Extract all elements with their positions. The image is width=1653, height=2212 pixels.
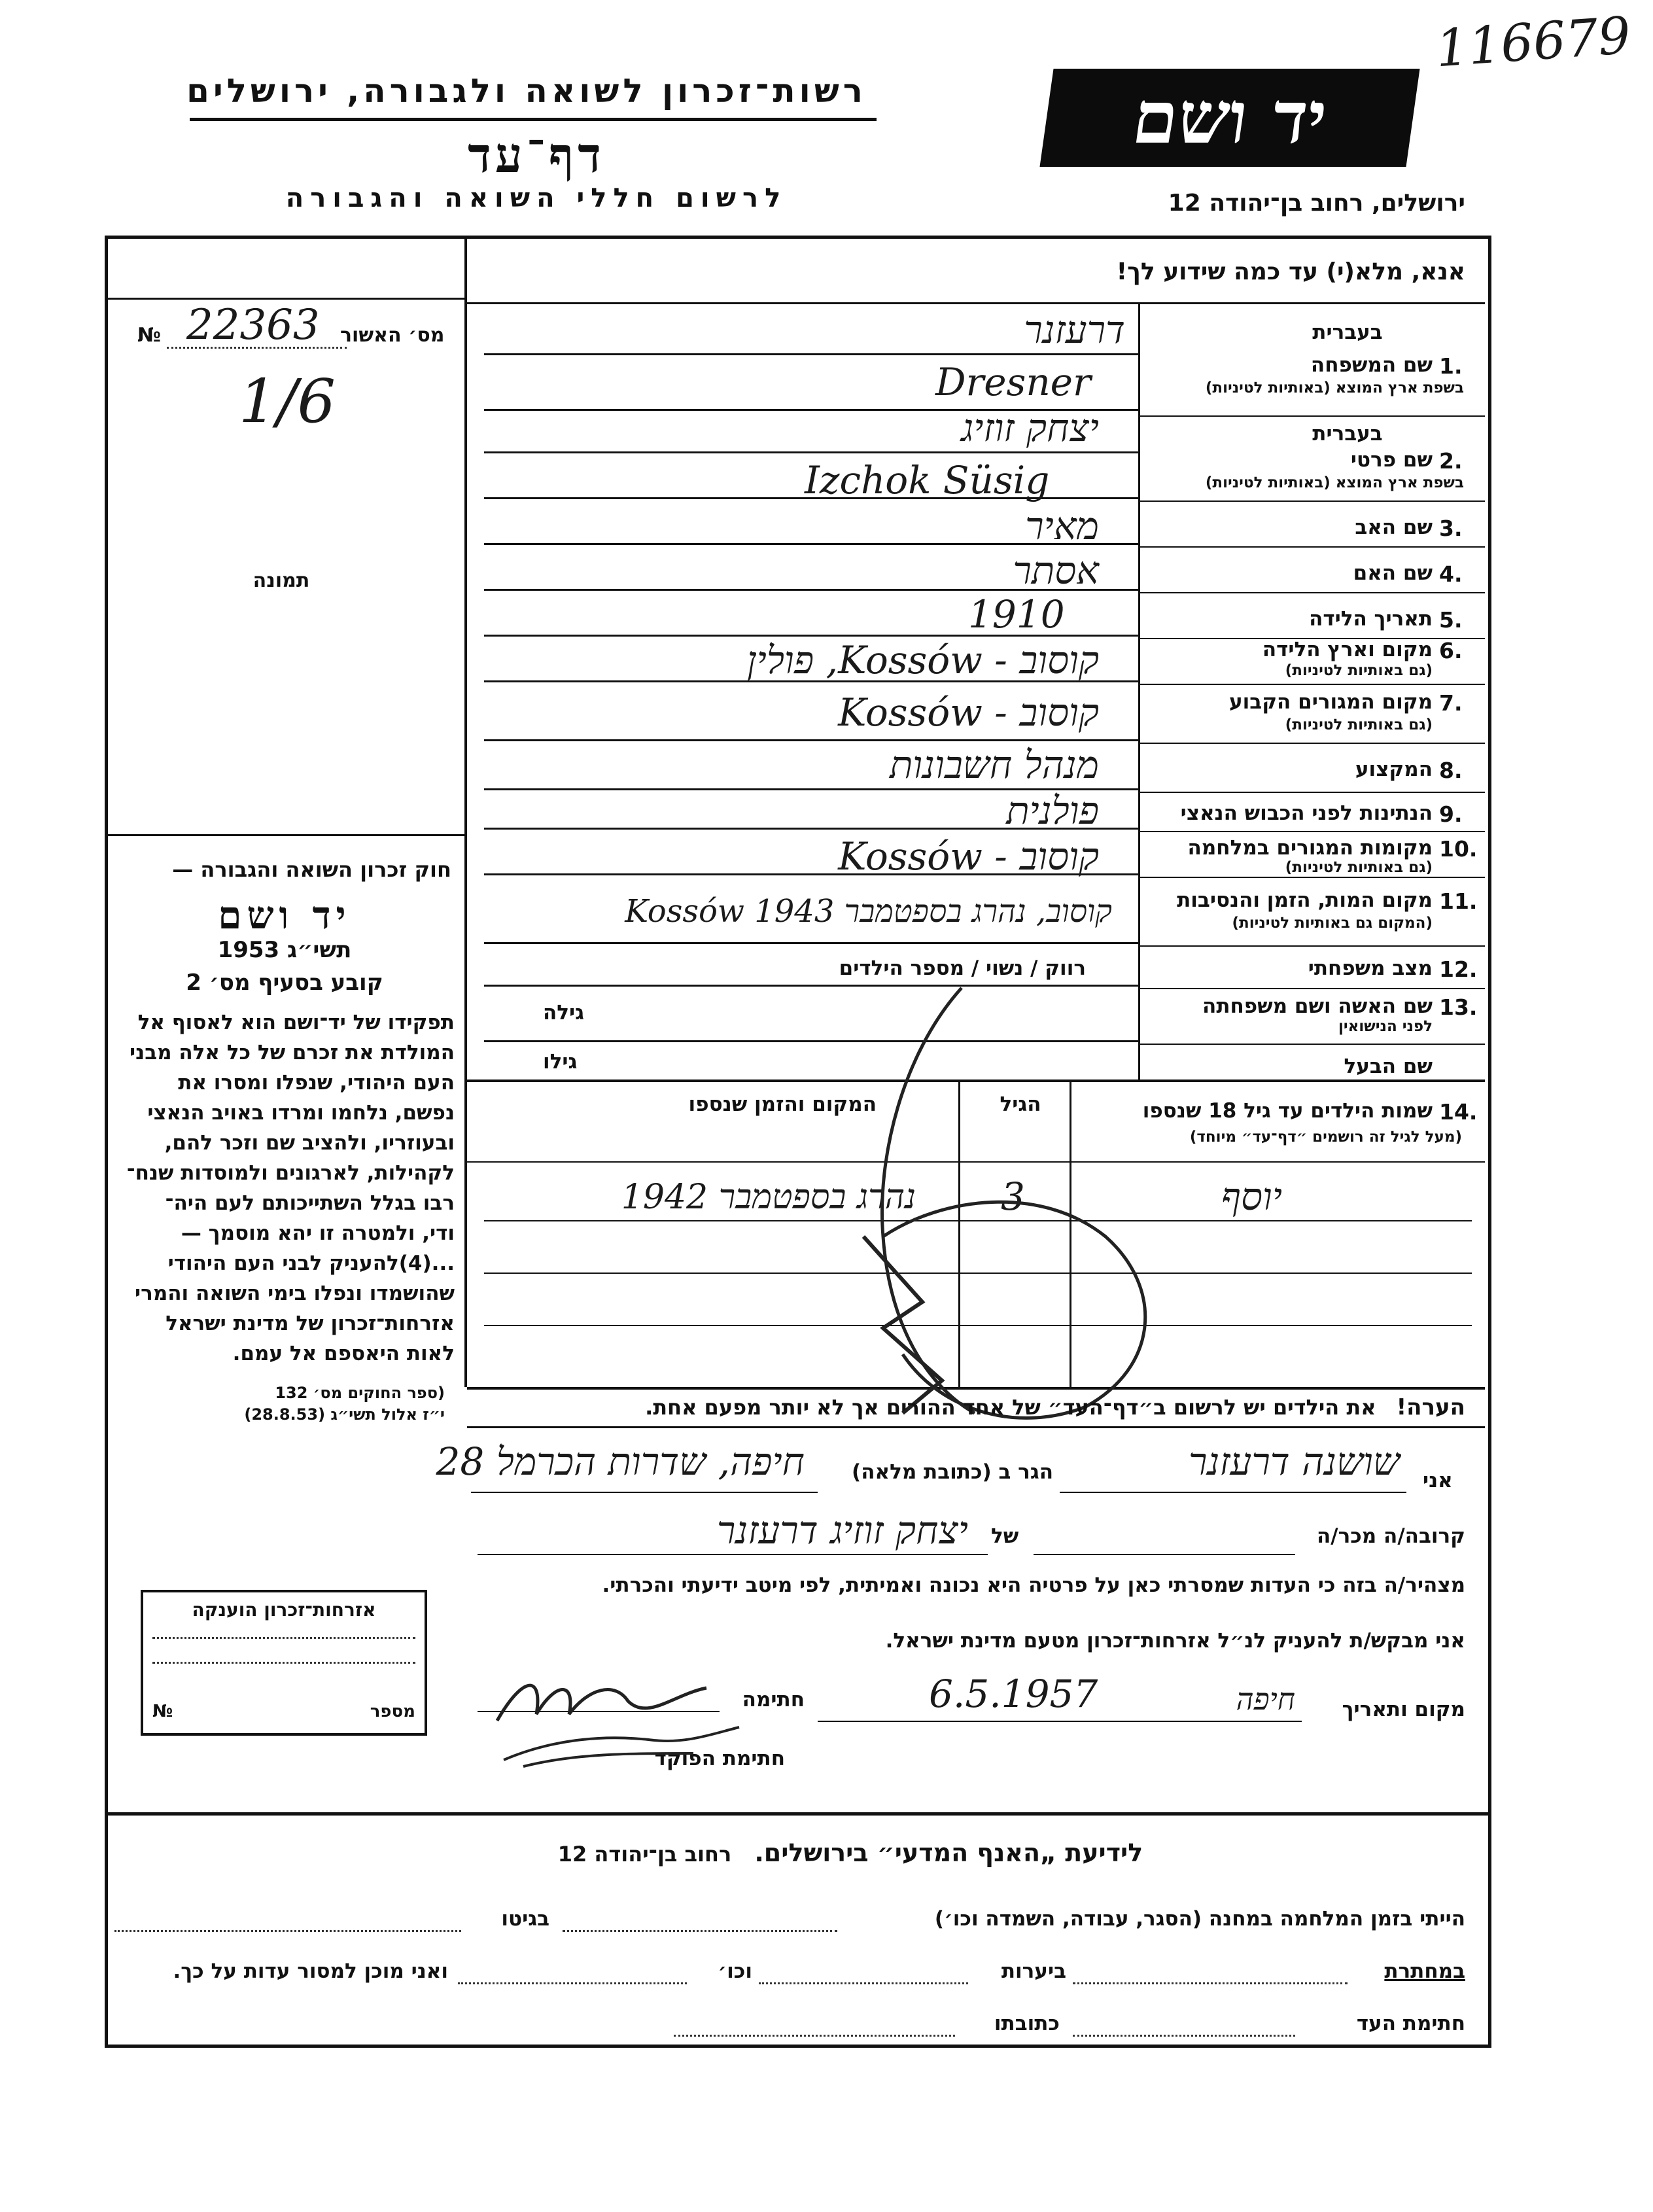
law-top-rule (105, 834, 466, 836)
field-3-number: 3. (1439, 516, 1463, 541)
law-line: ...(4)להעניק לבני העם היהודי (167, 1252, 455, 1275)
law-line: המולדת את זכרם של כל אלה מבני (130, 1041, 455, 1064)
law-year: תשי״ג 1953 (217, 937, 352, 963)
footer-underground-field (1073, 1982, 1348, 1984)
photo-label: תמונה (252, 569, 310, 592)
children-label: שמות הילדים עד גיל 18 שנספו (1142, 1099, 1433, 1123)
footer-address-label: כתובתו (994, 2012, 1060, 2035)
field-12-label: מצב משפחתי (1308, 957, 1433, 980)
husband-label: שם הבעל (1344, 1055, 1433, 1078)
field-7-label: מקום המגורים הקבוע (1229, 690, 1433, 714)
field-6-label: מקום וארץ הלידה (1262, 638, 1433, 661)
place-date-line (818, 1721, 1302, 1722)
footer-title: לידיעת „האנף המדעי״ בירושלים. (754, 1838, 1143, 1867)
field-1-value-latin: Dresner (935, 360, 1091, 404)
row-separator (1140, 877, 1485, 878)
field-7-number: 7. (1439, 690, 1463, 716)
form-subtitle: לרשום חללי השואה והגבורה (285, 183, 788, 213)
field-1-hebrew-note: בעברית (1312, 321, 1383, 344)
officer-signature (497, 1714, 746, 1780)
logo-text: יד ושם (1127, 75, 1332, 160)
officer-signature-label: חתימת הפוקד (654, 1747, 785, 1770)
law-line: לאות היאספם אל עמם. (232, 1342, 455, 1365)
field-4-value: אסתר (1013, 548, 1099, 593)
sidebar-top-rule (105, 298, 466, 300)
children-number: 14. (1439, 1099, 1478, 1125)
citizenship-line (152, 1662, 415, 1664)
footer-etc-field (458, 1982, 687, 1984)
logo-address: ירושלים, רחוב בן־יהודה 12 (1168, 190, 1465, 217)
citizenship-box (141, 1590, 427, 1736)
date-value: 6.5.1957 (929, 1672, 1098, 1716)
field-10-value: קוסוב - Kossów (838, 834, 1099, 879)
footer-ready: ואני מוכן למסור עדות על כך. (173, 1959, 448, 1983)
relative-value-line (478, 1554, 988, 1555)
field-9-value: פולנית (1006, 788, 1099, 833)
field-11-sub: (המקום גם באותיות לטיניות) (1232, 915, 1433, 932)
header-rule (190, 118, 877, 121)
footer-forests: ביערות (1001, 1959, 1066, 1983)
law-title: חוק זכרון השואה והגבורה — (172, 857, 451, 882)
law-line: נפשם, נלחמו ומרדו באויב הנאצי (147, 1101, 455, 1125)
field-13-sub: לפני הנישואין (1338, 1018, 1433, 1035)
field-5-number: 5. (1439, 607, 1463, 633)
row-separator (1140, 1044, 1485, 1045)
note-text: את הילדים יש לרשום ב״דף־העד״ של אחד ההורים אך לא יותר מפעם אחת. (645, 1395, 1376, 1420)
field-2-value-latin: Izchok Süsig (805, 458, 1050, 502)
law-reference-1: (ספר החוקים מס׳ 132 (275, 1384, 445, 1402)
intro-text: אנא, מלא(י) עד כמה שידוע לך! (1116, 258, 1465, 285)
citizenship-line (152, 1637, 415, 1639)
field-9-number: 9. (1439, 801, 1463, 827)
law-line: העם היהודי, שנפלו ומסרו את (178, 1071, 455, 1095)
field-8-value: מנהל חשבונות (889, 743, 1099, 787)
citizenship-number-label: מספר (370, 1702, 415, 1721)
row-separator (1140, 415, 1485, 417)
field-8-number: 8. (1439, 758, 1463, 783)
footer-witness-field (1073, 2035, 1295, 2037)
field-8-label: המקצוע (1355, 758, 1433, 781)
row-separator (1140, 684, 1485, 685)
approval-label: מס׳ האשור (340, 324, 445, 347)
declaration-text: מצהיר/ה בזה כי העדות שמסרתי כאן על פרטיה היא נכונה ואמיתית, לפי מיטב ידיעתי והכרתי. (602, 1573, 1465, 1597)
cross-out-scribble (824, 962, 1191, 1433)
law-line: רבו בגלל השתייכותם לעם היה־ (165, 1191, 455, 1215)
law-line: ודי, ולמטרה זו יהא מוסמך — (181, 1221, 455, 1245)
row-separator (1140, 831, 1485, 832)
form-title: דף־עד (468, 128, 605, 184)
field-3-label: שם האב (1355, 516, 1433, 539)
field-4-label: שם האם (1353, 561, 1433, 585)
field-11-number: 11. (1439, 888, 1478, 914)
relative-label: קרובה/ה מכר/ה (1316, 1524, 1465, 1548)
footer-ghetto-field (114, 1930, 461, 1932)
field-2-sub: בשפת ארץ המוצא (באותיות לטיניות) (1205, 474, 1464, 491)
row-separator (1140, 743, 1485, 744)
value-line (484, 739, 1138, 741)
field-10-label: מקומות המגורים במלחמה (1187, 836, 1433, 860)
declarant-name-value: שושנה דרעזנר (1188, 1439, 1400, 1484)
field-11-value: קוסוב, נהרג בספטמבר 1943 Kossów (625, 893, 1112, 930)
row-separator (1140, 500, 1485, 502)
field-9-label: הנתינות לפני הכבוש הנאצי (1180, 801, 1433, 825)
approval-sub-value: 1/6 (239, 366, 336, 436)
signature-label: חתימה (742, 1688, 805, 1712)
field-1-sub: בשפת ארץ המוצא (באותיות לטיניות) (1205, 379, 1464, 396)
law-line: ובעוזריו, ולהציב שם וזכר להם, (164, 1131, 455, 1155)
law-reference-2: י״ז אלול תשי״ג (28.8.53) (244, 1405, 445, 1424)
field-13-label: שם האשה ושם משפחתה (1202, 994, 1433, 1018)
field-13-age-label: גילה (543, 1001, 585, 1025)
field-7-sub: (גם באותיות לטיניות) (1285, 716, 1433, 733)
archive-number: 116679 (1434, 6, 1633, 79)
law-line: לקהילות, לארגונים ולמוסדות שנח־ (126, 1161, 455, 1185)
footer-ghetto: בגיטו (501, 1907, 549, 1931)
footer-etc: וכו׳ (718, 1959, 752, 1983)
field-6-sub: (גם באותיות לטיניות) (1285, 662, 1433, 679)
children-sub: (מעל לגיל זה רושמים ״דף־עד״ מיוחד) (1189, 1129, 1462, 1146)
row-separator (1140, 792, 1485, 793)
law-clause: קובע בסעיף מס׳ 2 (186, 970, 383, 996)
approval-no-sign: № (137, 324, 162, 347)
declarant-address-value: חיפה, שדרות הכרמל 28 (436, 1439, 805, 1484)
law-name: יד ושם (218, 893, 351, 938)
child-1-age: 3 (1001, 1174, 1025, 1219)
relative-value: יצחק זוזיג דרעזנר (716, 1508, 968, 1553)
footer-address: רחוב בן־יהודה 12 (557, 1842, 732, 1867)
footer-witness-signature: חתימת העד (1356, 2012, 1465, 2035)
law-text (108, 1008, 455, 1369)
footer-address-field (674, 2035, 955, 2037)
footer-line1-label: הייתי בזמן המלחמה במחנה (הסגר, עבודה, השמדה וכו׳) (934, 1907, 1465, 1931)
children-col-age: הגיל (1000, 1093, 1041, 1116)
note (484, 1390, 1465, 1420)
field-5-value: 1910 (968, 592, 1065, 637)
declarant-residing-label: הגר ב (כתובת מלאה) (852, 1460, 1053, 1484)
request-text: אני מבקש/ת להעניק לנ״ל אזרחות־זכרון מטעם מדינת ישראל. (885, 1629, 1465, 1653)
citizenship-box-title: אזרחות־זכרון הוענקה (192, 1599, 376, 1621)
place-date-label: מקום ותאריך (1342, 1698, 1465, 1721)
field-10-sub: (גם באותיות לטיניות) (1285, 859, 1433, 876)
child-1-place: נהרג בספטמבר 1942 (621, 1178, 916, 1217)
field-1-label: שם המשפחה (1310, 353, 1433, 377)
logo (1039, 69, 1419, 167)
note-title: הערה! (1396, 1394, 1465, 1420)
children-col-place: המקום והזמן שנספו (688, 1093, 877, 1116)
row-separator (1140, 945, 1485, 947)
field-3-value: מאיר (1025, 504, 1099, 548)
note-under-rule (467, 1426, 1485, 1428)
field-2-hebrew-note: בעברית (1312, 422, 1383, 446)
law-line: אזרחות־זכרון של מדינת ישראל (165, 1312, 455, 1335)
field-2-number: 2. (1439, 448, 1463, 474)
declarant-name-line (1060, 1492, 1406, 1493)
place-value: חיפה (1236, 1681, 1295, 1717)
field-4-number: 4. (1439, 561, 1463, 587)
field-13-number: 13. (1439, 994, 1478, 1020)
sidebar-divider (464, 236, 467, 1387)
law-line: שהושמדו ונפלו בימי השואה והמרי (135, 1282, 455, 1305)
declarant-i-label: אני (1423, 1469, 1453, 1492)
footer-title-row (458, 1838, 1243, 1867)
field-12-number: 12. (1439, 957, 1478, 982)
field-6-number: 6. (1439, 638, 1463, 663)
field-5-label: תאריך הלידה (1309, 607, 1433, 631)
field-6-value: קוסוב - Kossów, פולין (746, 638, 1099, 682)
row-separator (1140, 592, 1485, 593)
field-2-label: שם פרטי (1350, 448, 1433, 472)
institution-name: רשות־זכרון לשואה ולגבורה, ירושלים (186, 72, 867, 110)
value-line (484, 451, 1138, 453)
child-1-name: יוסף (1221, 1174, 1282, 1219)
field-10-number: 10. (1439, 836, 1478, 862)
citizenship-no-sign: № (152, 1702, 173, 1721)
field-11-label: מקום המות, הזמן והנסיבות (1177, 888, 1433, 912)
field-1-value-hebrew: דרעזנר (1024, 307, 1125, 352)
footer-forests-field (759, 1982, 968, 1984)
field-2-value-hebrew: יצחק זוזיג (961, 406, 1099, 450)
field-12-value: רווק / נשוי / מספר הילדים (839, 957, 1086, 980)
law-line: תפקידו של יד־ושם הוא לאסוף אל (137, 1011, 455, 1034)
value-line (484, 942, 1138, 944)
footer-line1-field (563, 1930, 837, 1932)
footer-underground: במחתרת (1384, 1959, 1465, 1983)
footer-top-rule (105, 1812, 1488, 1816)
field-1-number: 1. (1439, 353, 1463, 379)
relative-line (1034, 1554, 1295, 1555)
approval-number-value: 22363 (186, 301, 320, 349)
row-separator (1140, 546, 1485, 548)
value-line (484, 353, 1138, 355)
husband-age-label: גילו (543, 1050, 578, 1074)
row-separator (1140, 988, 1485, 989)
intro-rule (467, 302, 1485, 304)
field-7-value: קוסוב - Kossów (838, 690, 1099, 735)
declarant-address-line (471, 1492, 818, 1493)
relative-of-label: של (991, 1524, 1019, 1548)
